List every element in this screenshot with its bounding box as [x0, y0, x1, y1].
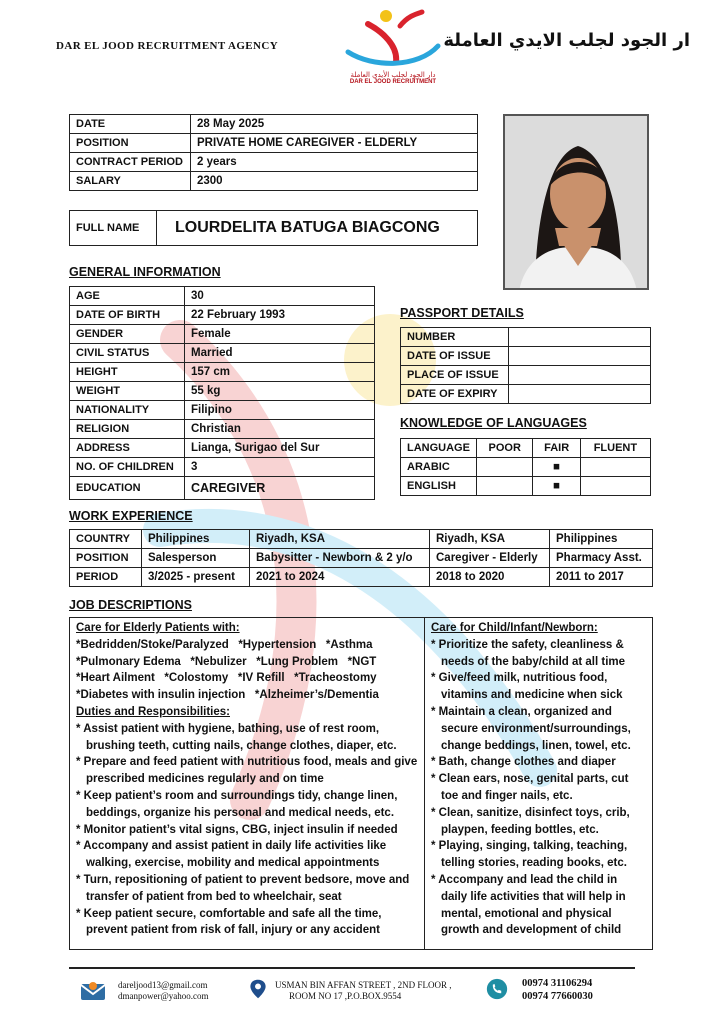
table-header-row: [401, 439, 651, 458]
table-row: [70, 420, 375, 439]
work-country: Riyadh, KSA: [250, 530, 430, 549]
table-row: [401, 458, 651, 477]
work-period-label: PERIOD: [70, 568, 142, 587]
work-country: Riyadh, KSA: [430, 530, 550, 549]
civil-status-value: Married: [185, 344, 375, 363]
list-item: * Give/feed milk, nutritious food, vitamins and medicine when sick: [431, 672, 623, 702]
nationality-label: NATIONALITY: [70, 401, 185, 420]
language-level-poor: [476, 477, 533, 496]
list-item: * Keep patient’s room and surroundings tidy, change linen, beddings, organize his personal and medical needs, etc.: [76, 789, 398, 819]
work-period: 2018 to 2020: [430, 568, 550, 587]
work-experience-table: [69, 529, 653, 587]
agency-name-ar: ار الجود لجلب الايدي العاملة: [443, 30, 690, 51]
date-value: 28 May 2025: [191, 115, 478, 134]
contract-period-value: 2 years: [191, 153, 478, 172]
table-row: [401, 477, 651, 496]
work-country: Philippines: [142, 530, 250, 549]
logo-text-ar: دار الجود لجلب الأيدي العاملة: [350, 71, 436, 79]
footer-address-1: USMAN BIN AFFAN STREET , 2ND FLOOR ,: [275, 980, 452, 990]
passport-table: [400, 327, 651, 404]
child-care-column: [425, 618, 652, 949]
location-pin-icon: [245, 978, 271, 1000]
condition-tags: *Heart Ailment *Colostomy *IV Refill *Tracheostomy: [76, 672, 377, 685]
footer-address-2: ROOM NO 17 ,P.O.BOX.9554: [289, 991, 402, 1001]
language-level-fluent: [580, 477, 650, 496]
work-experience-title: WORK EXPERIENCE: [69, 509, 193, 523]
work-country: Philippines: [550, 530, 653, 549]
list-item: * Turn, repositioning of patient to prevent bedsore, move and transfer of patient from bed to wheelchair, seat: [76, 873, 410, 903]
passport-title: PASSPORT DETAILS: [400, 306, 524, 320]
table-row: [70, 382, 375, 401]
col-fair: FAIR: [533, 439, 580, 458]
table-row: [401, 366, 651, 385]
agency-logo: [338, 6, 448, 94]
date-label: DATE: [70, 115, 191, 134]
list-item: * Bath, change clothes and diaper: [431, 756, 616, 769]
list-item: * Clean, sanitize, disinfect toys, crib, playpen, feeding bottles, etc.: [431, 806, 630, 836]
job-descriptions-title: JOB DESCRIPTIONS: [69, 598, 192, 612]
work-position: Babysitter - Newborn & 2 y/o: [250, 549, 430, 568]
address-label: ADDRESS: [70, 439, 185, 458]
passport-number-label: NUMBER: [401, 328, 509, 347]
col-fluent: FLUENT: [580, 439, 650, 458]
children-value: 3: [185, 458, 375, 477]
list-item: * Prioritize the safety, cleanliness & needs of the baby/child at all time: [431, 638, 626, 668]
table-row: [70, 530, 653, 549]
work-position-label: POSITION: [70, 549, 142, 568]
work-period: 2021 to 2024: [250, 568, 430, 587]
weight-value: 55 kg: [185, 382, 375, 401]
full-name-box: [69, 210, 478, 246]
religion-value: Christian: [185, 420, 375, 439]
list-item: * Assist patient with hygiene, bathing, use of rest room, brushing teeth, cutting nails, change clothes, diaper, etc.: [76, 722, 397, 752]
full-name-label: FULL NAME: [70, 211, 157, 245]
table-row: [70, 344, 375, 363]
person-photo-icon: [505, 116, 649, 290]
gender-value: Female: [185, 325, 375, 344]
country-label: COUNTRY: [70, 530, 142, 549]
table-row: [70, 458, 375, 477]
salary-label: SALARY: [70, 172, 191, 191]
civil-status-label: CIVIL STATUS: [70, 344, 185, 363]
table-row: [70, 306, 375, 325]
list-item: * Prepare and feed patient with nutritious food, meals and give prescribed medicines regularly and on time: [76, 756, 418, 786]
expiry-date-label: DATE OF EXPIRY: [401, 385, 509, 404]
table-row: [70, 287, 375, 306]
list-item: * Monitor patient’s vital signs, CBG, inject insulin if needed: [76, 823, 398, 836]
language-level-poor: [476, 458, 533, 477]
language-level-fluent: [580, 458, 650, 477]
table-row: [70, 115, 478, 134]
logo-emblem-icon: [338, 6, 448, 68]
contract-period-label: CONTRACT PERIOD: [70, 153, 191, 172]
table-row: [70, 439, 375, 458]
condition-tags: *Bedridden/Stoke/Paralyzed *Hypertension *Asthma: [76, 638, 373, 651]
footer-divider: [69, 967, 635, 969]
issue-place-value: [509, 366, 651, 385]
work-position: Salesperson: [142, 549, 250, 568]
expiry-date-value: [509, 385, 651, 404]
footer-email-1[interactable]: dareljood13@gmail.com: [118, 980, 208, 990]
table-row: [70, 134, 478, 153]
address-value: Lianga, Surigao del Sur: [185, 439, 375, 458]
issue-date-label: DATE OF ISSUE: [401, 347, 509, 366]
logo-text-en: DAR EL JOOD RECRUITMENT: [349, 79, 437, 85]
list-item: * Accompany and assist patient in daily life activities like walking, exercise, mobility and medical appointments: [76, 840, 387, 870]
language-name: ARABIC: [401, 458, 477, 477]
table-row: [401, 347, 651, 366]
age-label: AGE: [70, 287, 185, 306]
table-row: [70, 568, 653, 587]
position-label: POSITION: [70, 134, 191, 153]
dob-value: 22 February 1993: [185, 306, 375, 325]
duties-title: Duties and Responsibilities:: [76, 705, 230, 718]
table-row: [70, 401, 375, 420]
religion-label: RELIGION: [70, 420, 185, 439]
position-value: PRIVATE HOME CAREGIVER - ELDERLY: [191, 134, 478, 153]
table-row: [70, 477, 375, 500]
agency-name-en: DAR EL JOOD RECRUITMENT AGENCY: [56, 40, 279, 52]
full-name-value: LOURDELITA BATUGA BIAGCONG: [175, 219, 440, 236]
weight-label: WEIGHT: [70, 382, 185, 401]
work-position: Pharmacy Asst.: [550, 549, 653, 568]
child-care-title: Care for Child/Infant/Newborn:: [431, 622, 598, 634]
general-info-title: GENERAL INFORMATION: [69, 265, 221, 279]
issue-place-label: PLACE OF ISSUE: [401, 366, 509, 385]
language-name: ENGLISH: [401, 477, 477, 496]
list-item: * Clean ears, nose, genital parts, cut toe and finger nails, etc.: [431, 773, 629, 802]
table-row: [70, 363, 375, 382]
language-level-fair: ■: [533, 477, 580, 496]
education-value: CAREGIVER: [185, 477, 375, 500]
work-period: 3/2025 - present: [142, 568, 250, 587]
footer-phone-1[interactable]: 00974 31106294: [522, 978, 593, 989]
dob-label: DATE OF BIRTH: [70, 306, 185, 325]
salary-value: 2300: [191, 172, 478, 191]
footer-phone-2[interactable]: 00974 77660030: [522, 991, 593, 1002]
col-poor: POOR: [476, 439, 533, 458]
phone-icon: [484, 978, 510, 1000]
language-level-fair: ■: [533, 458, 580, 477]
col-language: LANGUAGE: [401, 439, 477, 458]
elderly-care-column: [70, 618, 425, 949]
table-row: [70, 325, 375, 344]
languages-title: KNOWLEDGE OF LANGUAGES: [400, 416, 587, 430]
table-row: [70, 549, 653, 568]
age-value: 30: [185, 287, 375, 306]
height-value: 157 cm: [185, 363, 375, 382]
list-item: * Maintain a clean, organized and secure environment/surroundings, change beddings, linen, towel, etc.: [431, 705, 631, 752]
education-label: EDUCATION: [70, 477, 185, 500]
list-item: * Playing, singing, talking, teaching, telling stories, reading books, etc.: [431, 840, 628, 870]
elderly-care-title: Care for Elderly Patients with:: [76, 622, 240, 634]
gender-label: GENDER: [70, 325, 185, 344]
table-row: [70, 153, 478, 172]
general-info-table: [69, 286, 375, 500]
contract-table: [69, 114, 478, 191]
table-row: [70, 172, 478, 191]
work-position: Caregiver - Elderly: [430, 549, 550, 568]
height-label: HEIGHT: [70, 363, 185, 382]
job-descriptions-box: [69, 617, 653, 950]
work-period: 2011 to 2017: [550, 568, 653, 587]
condition-tags: *Pulmonary Edema *Nebulizer *Lung Problem *NGT: [76, 655, 377, 668]
nationality-value: Filipino: [185, 401, 375, 420]
passport-number-value: [509, 328, 651, 347]
list-item: * Accompany and lead the child in daily life activities that will help in mental, emotional and physical growth and development of child: [431, 873, 626, 937]
issue-date-value: [509, 347, 651, 366]
table-row: [401, 385, 651, 404]
condition-tags: *Diabetes with insulin injection *Alzheimer’s/Dementia: [76, 689, 379, 702]
list-item: * Keep patient secure, comfortable and safe all the time, prevent patient from risk of fall, injury or any accident: [76, 907, 382, 937]
applicant-photo: [503, 114, 649, 290]
children-label: NO. OF CHILDREN: [70, 458, 185, 477]
email-icon: [80, 980, 106, 1002]
languages-table: [400, 438, 651, 496]
table-row: [401, 328, 651, 347]
footer-email-2[interactable]: dmanpower@yahoo.com: [118, 991, 209, 1001]
